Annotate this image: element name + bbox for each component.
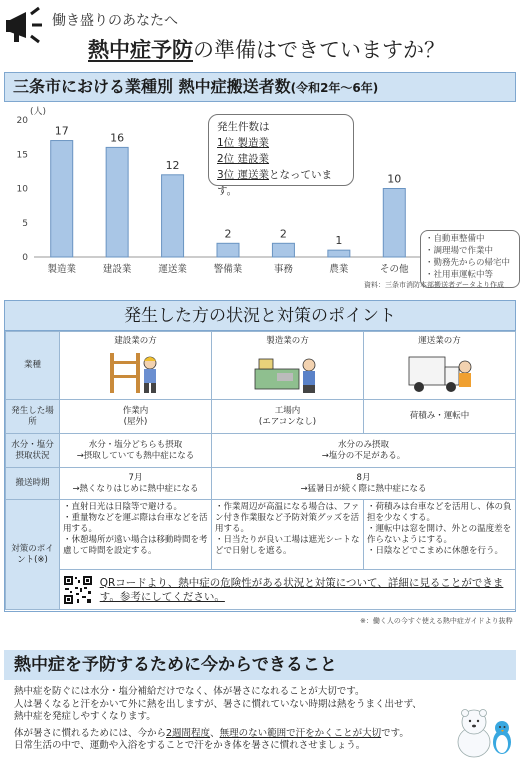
period-construction (60, 468, 212, 500)
qr-cell (60, 570, 516, 610)
chart-section (4, 72, 516, 292)
bar (272, 243, 294, 257)
x-category-label: 運送業 (158, 264, 187, 275)
period-others (212, 468, 516, 500)
prevention-text: 、 (210, 727, 220, 739)
water-construction-line-2: →摂取していても熱中症になる (76, 450, 195, 461)
y-tick-label: 0 (22, 253, 28, 263)
callout-rank-2: 2位 建設業 (217, 153, 270, 165)
x-category-label: 事務 (273, 264, 293, 275)
megaphone-icon (6, 6, 50, 46)
bar-value-label: 2 (279, 227, 287, 241)
prevention-text: 熱中症を発症しやすくなります。 (14, 711, 156, 722)
table-row (6, 434, 516, 468)
callout-rank-3-row (217, 167, 345, 199)
industry-manufacturing (212, 332, 364, 400)
table-row (6, 570, 516, 610)
y-tick-label: 20 (16, 116, 28, 126)
x-category-label: その他 (380, 264, 409, 275)
other-example-1: ・自動車整備中 (425, 234, 485, 244)
truck-driver-illustration (405, 349, 475, 395)
prevention-text: 熱中症を防ぐには水分・塩分補給だけでなく、体が暑さになれることが大切です。 (14, 686, 365, 697)
column-header-manufacturing: 製造業の方 (266, 336, 309, 346)
page-title-emphasis: 熱中症予防 (88, 38, 193, 62)
page-header (0, 0, 520, 70)
guide-source-note: ※：働く人の今すぐ使える熱中症ガイドより抜粋 (360, 617, 513, 625)
prevention-paragraph-2 (14, 728, 454, 753)
place-manufacturing-line-2: (エアコンなし) (258, 416, 317, 427)
bar (217, 243, 239, 257)
period-construction-line-1: 7月 (128, 472, 143, 483)
measures-section-title: 発生した方の状況と対策のポイント (5, 301, 515, 331)
bar-value-label: 1 (335, 234, 343, 248)
prevention-text: 人は暑くなると汗をかいて外に熱を出しますが、暑さに慣れていない時期は熱をうまく出せず、 (14, 698, 422, 710)
row-label-water: 水分・塩分摂取状況 (6, 434, 60, 468)
chart-title-suffix: (令和2年〜6年) (290, 81, 379, 95)
place-construction (60, 400, 212, 434)
prevention-paragraph-1 (14, 686, 454, 724)
bar (162, 175, 184, 257)
water-others-line-2: →塩分の不足がある。 (321, 450, 406, 461)
point-item: ・重量物などを運ぶ際は台車などを活用する。 (63, 513, 208, 534)
other-example-3: ・勤務先からの帰宅中 (425, 258, 511, 268)
point-item: ・日当たりが良い工場は遮光シートなどで日射しを遮る。 (215, 535, 360, 556)
prevention-text: 体が暑さに慣れるためには、今から (14, 727, 167, 739)
page-title-rest: の準備はできていますか？ (193, 38, 445, 62)
point-item: ・直射日光は日陰等で避ける。 (63, 502, 183, 512)
page-title (88, 34, 445, 64)
chart-section-title (4, 72, 516, 102)
prevention-section-title: 熱中症を予防するために今からできること (4, 650, 516, 680)
bar (383, 189, 405, 258)
measures-section (4, 300, 516, 612)
period-others-line-2: →猛暑日が続く際に熱中症になる (300, 483, 427, 494)
bar-value-label: 10 (387, 172, 402, 186)
points-manufacturing (212, 500, 364, 570)
table-row (6, 332, 516, 400)
place-construction-line-1: 作業内 (122, 405, 149, 416)
construction-worker-illustration (106, 349, 166, 395)
prevention-text: 日常生活の中で、運動や入浴をすることで汗をかき体を暑さに慣れさせましょう。 (14, 740, 366, 751)
row-label-points: 対策のポイント(※) (6, 500, 60, 610)
row-label-place: 発生した場所 (6, 400, 60, 434)
row-label-industry: 業種 (6, 332, 60, 400)
header-kicker: 働き盛りのあなたへ (52, 13, 178, 29)
water-others-line-1: 水分のみ摂取 (337, 439, 389, 450)
y-axis-unit-label: (人) (30, 107, 47, 117)
callout-rank-3: 3位 運送業 (217, 169, 270, 181)
factory-worker-illustration (253, 349, 323, 395)
water-construction (60, 434, 212, 468)
prevention-emphasis: 2週間程度 (166, 727, 211, 739)
water-construction-line-1: 水分・塩分どちらも摂取 (88, 439, 183, 450)
other-example-2: ・調理場で作業中 (425, 246, 494, 256)
chart-source-note: 資料：三条市消防本部搬送者データより作成 (364, 281, 504, 289)
place-transport: 荷積み・運転中 (364, 400, 516, 434)
point-item: ・荷積みは台車などを活用し、体の負担を少なくする。 (367, 502, 512, 523)
period-others-line-1: 8月 (356, 472, 371, 483)
column-header-transport: 運送業の方 (418, 336, 461, 346)
point-item: ・作業周辺が高温になる場合は、ファン付き作業服など予防対策グッズを活用する。 (215, 502, 360, 534)
bar (328, 250, 350, 257)
x-category-label: 製造業 (47, 264, 76, 275)
prevention-text: です。 (381, 727, 409, 739)
x-category-label: 警備業 (213, 264, 243, 275)
place-manufacturing (212, 400, 364, 434)
table-row (6, 468, 516, 500)
prevention-emphasis: 無理のない範囲で汗をかくことが大切 (219, 727, 382, 739)
y-tick-label: 5 (22, 218, 28, 229)
x-category-label: 建設業 (102, 264, 132, 275)
polar-bear-mascot-illustration (452, 704, 516, 760)
industry-transport (364, 332, 516, 400)
bar (106, 147, 128, 257)
point-item: ・運転中は窓を開け、外との温度差を作らないようにする。 (367, 524, 512, 545)
bar-value-label: 2 (224, 227, 232, 241)
x-category-label: 農業 (329, 264, 349, 275)
column-header-construction: 建設業の方 (114, 336, 157, 346)
prevention-section-body (14, 686, 454, 757)
industry-construction (60, 332, 212, 400)
table-row (6, 500, 516, 570)
table-row (6, 400, 516, 434)
callout-rank-1: 1位 製造業 (217, 137, 270, 149)
qr-description-link[interactable]: QRコードより、熱中症の危険性がある状況と対策について、詳細に見ることができます。参考にしてください。 (99, 576, 504, 603)
callout-rank-3-tail: となっています。 (217, 169, 333, 197)
point-item: ・日陰などでこまめに休憩を行う。 (367, 546, 504, 556)
bar-value-label: 17 (54, 124, 69, 138)
bar-value-label: 16 (110, 131, 125, 145)
measures-table (5, 331, 516, 610)
bar-value-label: 12 (165, 158, 180, 172)
water-others (212, 434, 516, 468)
bar (51, 141, 73, 257)
place-construction-line-2: (屋外) (123, 416, 148, 427)
points-transport (364, 500, 516, 570)
place-manufacturing-line-1: 工場内 (274, 405, 301, 416)
ranking-callout (208, 114, 354, 197)
y-tick-label: 10 (16, 184, 28, 195)
point-item: ・休憩場所が遠い場合は移動時間を考慮して時間を設定する。 (63, 535, 208, 556)
y-tick-label: 15 (16, 150, 28, 161)
callout-line-1: 発生件数は (217, 121, 270, 133)
chart-title-main: 三条市における業種別 熱中症搬送者数 (13, 77, 291, 96)
row-label-period: 搬送時期 (6, 468, 60, 500)
points-construction (60, 500, 212, 570)
qr-code-icon[interactable] (63, 575, 93, 605)
other-example-4: ・社用車運転中等 (425, 270, 494, 280)
period-construction-line-2: →熱くなりはじめに熱中症になる (72, 483, 199, 494)
